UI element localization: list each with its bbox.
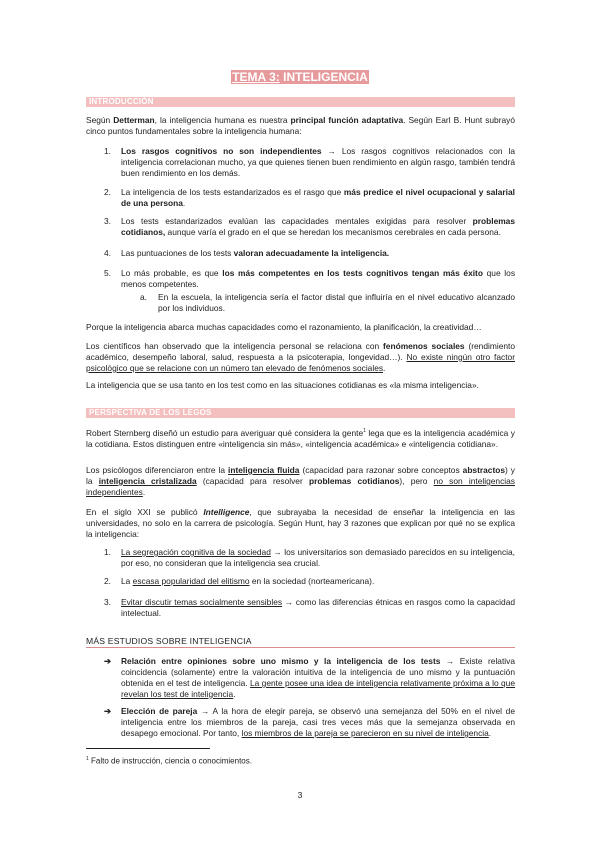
sub-list-item: En la escuela, la inteligencia sería el factor distal que influiría en el nivel educativo alcanzado por los individuos. [158,292,515,313]
intro-paragraph: Según Detterman, la inteligencia humana es nuestra principal función adaptativa. Según Earl B. Hunt subrayó cinco puntos fundamentales sobre la inteligencia humana: [86,115,515,136]
list-item: Los rasgos cognitivos no son independientes → Los rasgos cognitivos relacionados con la inteligencia correlacionan mucho, ya que quienes tienen buen rendimiento en algún rasgo, también tendrá buen rendimiento en los demás. [121,146,515,178]
paragraph: Porque la inteligencia abarca muchas capacidades como el razonamiento, la planificación, la creatividad… [86,322,482,332]
list-item: Evitar discutir temas socialmente sensibles → como las diferencias étnicas en rasgos como la capacidad intelectual. [121,597,516,618]
paragraph: Los científicos han observado que la inteligencia personal se relaciona con fenómenos sociales (rendimiento académico, desempeño laboral, salud, respuesta a la psicoterapia, longevidad…). No existe ningún otro factor psicológico que se relacione con un número tan elevado de fenómenos sociales. [86,341,515,373]
arrow-bullet-icon: ➔ [104,706,112,716]
list-item: Las puntuaciones de los tests valoran adecuadamente la inteligencia. [121,248,390,258]
paragraph: En el siglo XXI se publicó Intelligence, que subrayaba la necesidad de enseñar la inteligencia en las universidades, no solo en la carrera de psicología. Según Hunt, hay 3 razones que explican por qué no se explica la inteligencia: [86,507,515,539]
footnote: $^1$ Falto de instrucción, ciencia o conocimientos. [86,756,252,766]
list-item: La escasa popularidad del elitismo en la sociedad (norteamericana). [121,576,375,586]
list-item: Los tests estandarizados evalúan las capacidades mentales exigidas para resolver problemas cotidianos, aunque varía el grado en el que se heredan los mecanismos cerebrales en cada persona. [121,216,515,237]
footnote-divider [86,748,210,749]
paragraph: Los psicólogos diferenciaron entre la inteligencia fluida (capacidad para razonar sobre conceptos abstractos) y la inteligencia cristalizada (capacidad para resolver problemas cotidianos), pero no son inteligencias independientes. [86,465,515,497]
bullet-item: Elección de pareja → A la hora de elegir pareja, se observó una semejanza del 50% en el nivel de inteligencia entre los miembros de la pareja, casi tres veces más que la semejanza observada en desapego emocional. Por tanto, los miembros de la pareja se parecieron en su nivel de inteligencia. [121,706,515,738]
page-number: 3 [297,790,303,800]
list-item: La inteligencia de los tests estandarizados es el rasgo que más predice el nivel ocupacional y salarial de una persona. [121,187,515,208]
page-title: TEMA 3: INTELIGENCIA [232,70,368,84]
paragraph: La inteligencia que se usa tanto en los test como en las situaciones cotidianas es «la misma inteligencia». [86,380,479,390]
list-item: Lo más probable, es que los más competentes en los tests cognitivos tengan más éxito que los menos competentes. [121,268,516,289]
paragraph: Robert Sternberg diseñó un estudio para averiguar qué considera la gente$^1$ lega que es la inteligencia académica y la cotidiana. Estos distinguen entre «inteligencia sin más», «inteligencia académica» e «inteligencia cotidiana». [86,427,515,449]
list-item: La segregación cognitiva de la sociedad → los universitarios son demasiado parecidos en su inteligencia, por eso, no consideran que la inteligencia sea crucial. [121,547,515,568]
arrow-bullet-icon: ➔ [104,656,112,666]
section-heading-introduccion: INTRODUCCIÓN [86,97,515,107]
section-heading-mas-estudios: MÁS ESTUDIOS SOBRE INTELIGENCIA [86,636,515,648]
bullet-item: Relación entre opiniones sobre uno mismo y la inteligencia de los tests → Existe relativa coincidencia (solamente) entre la valoración intuitiva de la inteligencia de uno mismo y la puntuación obtenida en el test de inteligencia. La gente posee una idea de inteligencia relativamente próxima a lo que revelan los test de inteligencia. [121,656,515,699]
section-heading-perspectiva: PERSPECTIVA DE LOS LEGOS [86,408,515,418]
